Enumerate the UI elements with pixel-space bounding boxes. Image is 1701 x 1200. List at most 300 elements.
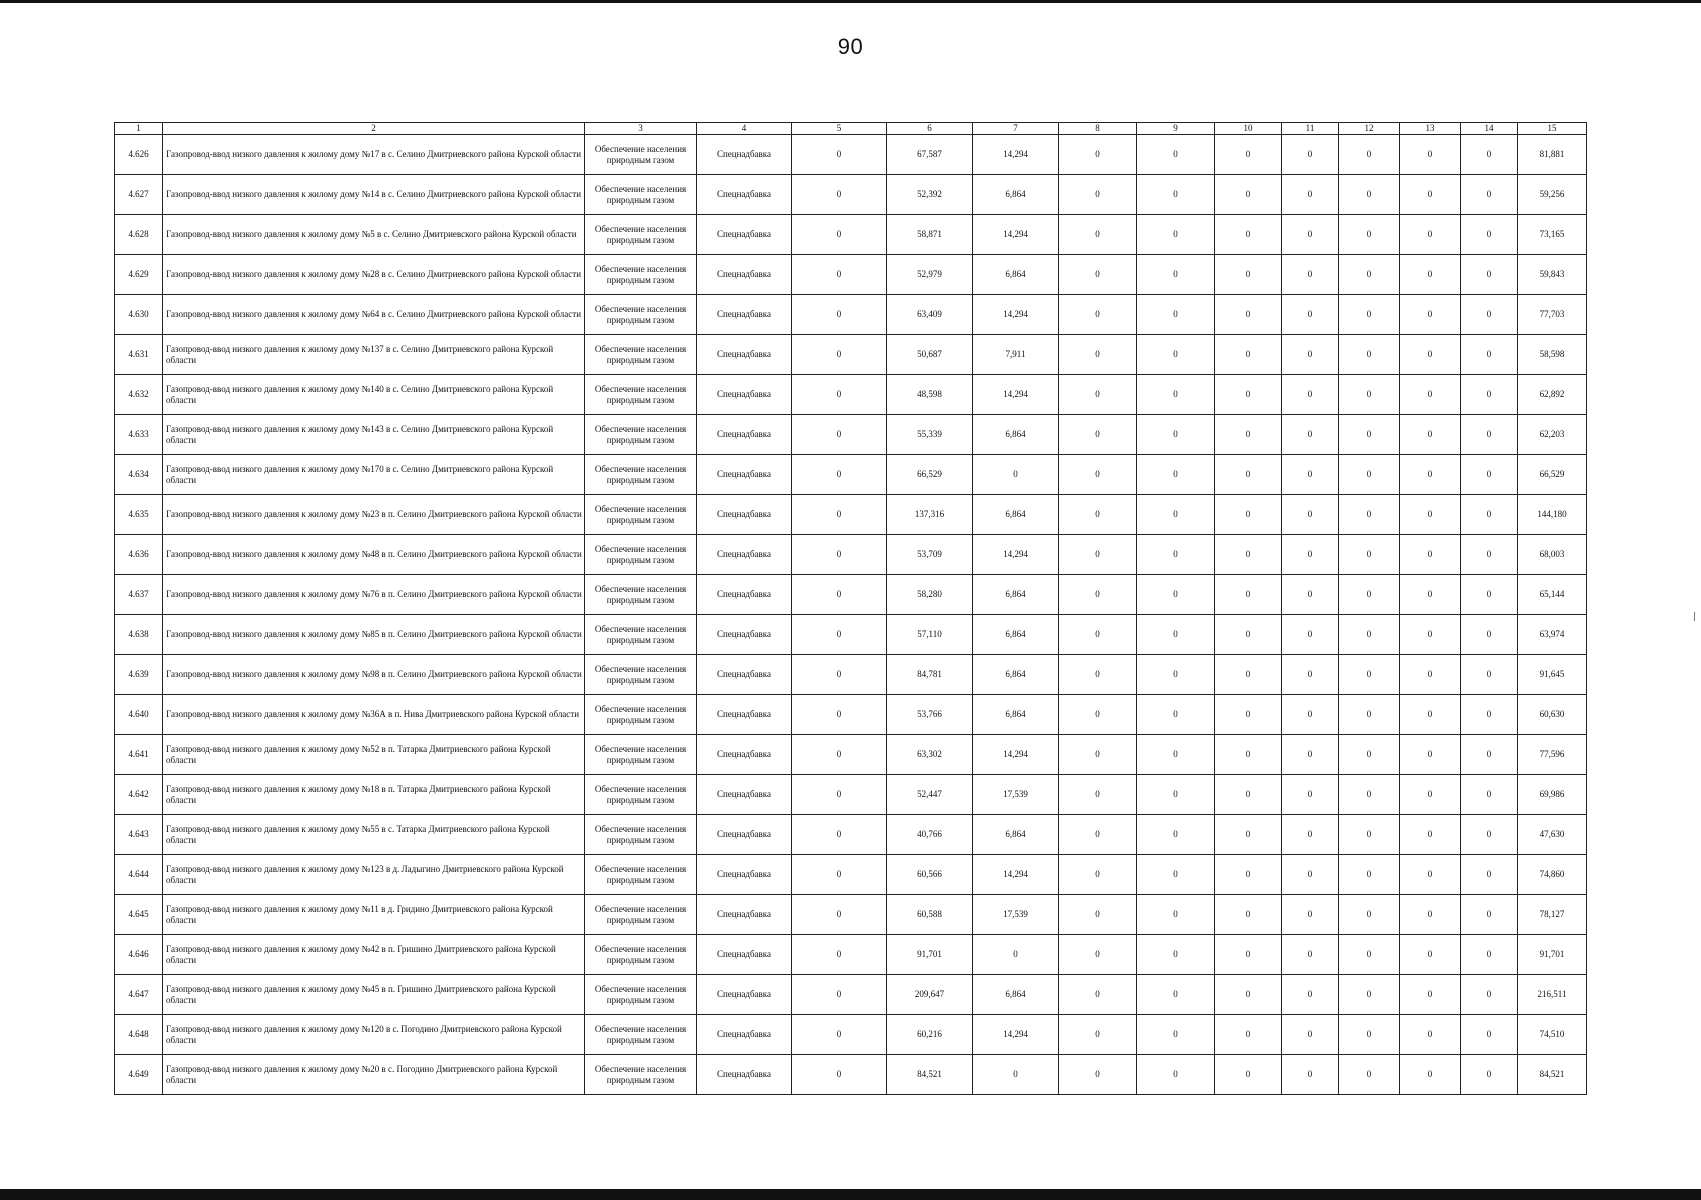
- purpose-cell: Обеспечение населения природным газом: [585, 615, 697, 655]
- value-cell-col14: 0: [1461, 575, 1518, 615]
- value-cell-col8: 0: [1059, 1015, 1137, 1055]
- value-cell-col7: 6,864: [973, 255, 1059, 295]
- table-body: [115, 135, 1587, 1095]
- column-header: 8: [1059, 123, 1137, 135]
- table-row: [115, 815, 1587, 855]
- value-cell-col11: 0: [1282, 255, 1339, 295]
- funding-source-cell: Спецнадбавка: [697, 135, 792, 175]
- value-cell-col13: 0: [1400, 975, 1461, 1015]
- column-header: 14: [1461, 123, 1518, 135]
- value-cell-col14: 0: [1461, 215, 1518, 255]
- column-header: 2: [163, 123, 585, 135]
- funding-source-cell: Спецнадбавка: [697, 1015, 792, 1055]
- table-row: [115, 135, 1587, 175]
- total-cell: 63,974: [1518, 615, 1587, 655]
- value-cell-col10: 0: [1215, 815, 1282, 855]
- total-cell: 73,165: [1518, 215, 1587, 255]
- purpose-cell: Обеспечение населения природным газом: [585, 935, 697, 975]
- value-cell-col8: 0: [1059, 615, 1137, 655]
- funding-source-cell: Спецнадбавка: [697, 935, 792, 975]
- table-row: [115, 655, 1587, 695]
- purpose-cell: Обеспечение населения природным газом: [585, 815, 697, 855]
- value-cell-col7: 0: [973, 1055, 1059, 1095]
- value-cell-col6: 40,766: [887, 815, 973, 855]
- value-cell-col9: 0: [1137, 935, 1215, 975]
- value-cell-col10: 0: [1215, 135, 1282, 175]
- value-cell-col13: 0: [1400, 215, 1461, 255]
- value-cell-col8: 0: [1059, 855, 1137, 895]
- object-name-cell: Газопровод-ввод низкого давления к жилому дому №23 в п. Селино Дмитриевского района Курской области: [163, 495, 585, 535]
- total-cell: 91,645: [1518, 655, 1587, 695]
- funding-source-cell: Спецнадбавка: [697, 335, 792, 375]
- value-cell-col6: 67,587: [887, 135, 973, 175]
- value-cell-col14: 0: [1461, 135, 1518, 175]
- object-name-cell: Газопровод-ввод низкого давления к жилому дому №52 в п. Татарка Дмитриевского района Курской области: [163, 735, 585, 775]
- value-cell-col14: 0: [1461, 855, 1518, 895]
- column-header: 9: [1137, 123, 1215, 135]
- value-cell-col6: 52,447: [887, 775, 973, 815]
- value-cell-col5: 0: [792, 615, 887, 655]
- purpose-cell: Обеспечение населения природным газом: [585, 535, 697, 575]
- table-row: [115, 255, 1587, 295]
- value-cell-col9: 0: [1137, 815, 1215, 855]
- table-row: [115, 615, 1587, 655]
- value-cell-col12: 0: [1339, 935, 1400, 975]
- value-cell-col9: 0: [1137, 1055, 1215, 1095]
- value-cell-col6: 60,566: [887, 855, 973, 895]
- value-cell-col5: 0: [792, 935, 887, 975]
- object-name-cell: Газопровод-ввод низкого давления к жилому дому №18 в п. Татарка Дмитриевского района Курской области: [163, 775, 585, 815]
- value-cell-col11: 0: [1282, 335, 1339, 375]
- value-cell-col10: 0: [1215, 375, 1282, 415]
- value-cell-col11: 0: [1282, 1015, 1339, 1055]
- value-cell-col9: 0: [1137, 655, 1215, 695]
- object-name-cell: Газопровод-ввод низкого давления к жилому дому №98 в п. Селино Дмитриевского района Курской области: [163, 655, 585, 695]
- value-cell-col9: 0: [1137, 855, 1215, 895]
- value-cell-col11: 0: [1282, 1055, 1339, 1095]
- funding-source-cell: Спецнадбавка: [697, 1055, 792, 1095]
- value-cell-col5: 0: [792, 1055, 887, 1095]
- value-cell-col5: 0: [792, 295, 887, 335]
- value-cell-col11: 0: [1282, 575, 1339, 615]
- total-cell: 77,703: [1518, 295, 1587, 335]
- value-cell-col7: 6,864: [973, 415, 1059, 455]
- value-cell-col8: 0: [1059, 735, 1137, 775]
- purpose-cell: Обеспечение населения природным газом: [585, 295, 697, 335]
- object-name-cell: Газопровод-ввод низкого давления к жилому дому №48 в п. Селино Дмитриевского района Курской области: [163, 535, 585, 575]
- value-cell-col12: 0: [1339, 535, 1400, 575]
- funding-source-cell: Спецнадбавка: [697, 695, 792, 735]
- total-cell: 78,127: [1518, 895, 1587, 935]
- value-cell-col14: 0: [1461, 535, 1518, 575]
- value-cell-col14: 0: [1461, 895, 1518, 935]
- value-cell-col9: 0: [1137, 135, 1215, 175]
- value-cell-col13: 0: [1400, 775, 1461, 815]
- value-cell-col13: 0: [1400, 695, 1461, 735]
- value-cell-col8: 0: [1059, 175, 1137, 215]
- value-cell-col12: 0: [1339, 575, 1400, 615]
- object-name-cell: Газопровод-ввод низкого давления к жилому дому №11 в д. Гридино Дмитриевского района Курской области: [163, 895, 585, 935]
- table-row: [115, 695, 1587, 735]
- column-header: 10: [1215, 123, 1282, 135]
- value-cell-col5: 0: [792, 695, 887, 735]
- funding-source-cell: Спецнадбавка: [697, 535, 792, 575]
- column-header: 15: [1518, 123, 1587, 135]
- value-cell-col14: 0: [1461, 615, 1518, 655]
- value-cell-col12: 0: [1339, 655, 1400, 695]
- value-cell-col11: 0: [1282, 735, 1339, 775]
- value-cell-col14: 0: [1461, 295, 1518, 335]
- value-cell-col10: 0: [1215, 735, 1282, 775]
- value-cell-col9: 0: [1137, 735, 1215, 775]
- value-cell-col7: 6,864: [973, 575, 1059, 615]
- table-row: [115, 415, 1587, 455]
- row-number-cell: 4.637: [115, 575, 163, 615]
- total-cell: 91,701: [1518, 935, 1587, 975]
- value-cell-col13: 0: [1400, 655, 1461, 695]
- value-cell-col12: 0: [1339, 335, 1400, 375]
- total-cell: 62,892: [1518, 375, 1587, 415]
- value-cell-col14: 0: [1461, 775, 1518, 815]
- value-cell-col14: 0: [1461, 255, 1518, 295]
- purpose-cell: Обеспечение населения природным газом: [585, 135, 697, 175]
- value-cell-col12: 0: [1339, 1015, 1400, 1055]
- value-cell-col8: 0: [1059, 935, 1137, 975]
- value-cell-col9: 0: [1137, 255, 1215, 295]
- row-number-cell: 4.648: [115, 1015, 163, 1055]
- funding-source-cell: Спецнадбавка: [697, 655, 792, 695]
- value-cell-col12: 0: [1339, 1055, 1400, 1095]
- funding-source-cell: Спецнадбавка: [697, 415, 792, 455]
- total-cell: 65,144: [1518, 575, 1587, 615]
- row-number-cell: 4.636: [115, 535, 163, 575]
- value-cell-col5: 0: [792, 855, 887, 895]
- total-cell: 84,521: [1518, 1055, 1587, 1095]
- value-cell-col13: 0: [1400, 615, 1461, 655]
- value-cell-col14: 0: [1461, 975, 1518, 1015]
- value-cell-col11: 0: [1282, 415, 1339, 455]
- value-cell-col6: 66,529: [887, 455, 973, 495]
- value-cell-col14: 0: [1461, 415, 1518, 455]
- value-cell-col8: 0: [1059, 415, 1137, 455]
- value-cell-col7: 14,294: [973, 855, 1059, 895]
- value-cell-col14: 0: [1461, 815, 1518, 855]
- row-number-cell: 4.628: [115, 215, 163, 255]
- row-number-cell: 4.642: [115, 775, 163, 815]
- value-cell-col8: 0: [1059, 1055, 1137, 1095]
- total-cell: 62,203: [1518, 415, 1587, 455]
- object-name-cell: Газопровод-ввод низкого давления к жилому дому №140 в с. Селино Дмитриевского района Курской области: [163, 375, 585, 415]
- column-header: 13: [1400, 123, 1461, 135]
- value-cell-col13: 0: [1400, 175, 1461, 215]
- value-cell-col11: 0: [1282, 135, 1339, 175]
- value-cell-col14: 0: [1461, 935, 1518, 975]
- row-number-cell: 4.633: [115, 415, 163, 455]
- total-cell: 58,598: [1518, 335, 1587, 375]
- value-cell-col11: 0: [1282, 495, 1339, 535]
- value-cell-col6: 209,647: [887, 975, 973, 1015]
- object-name-cell: Газопровод-ввод низкого давления к жилому дому №17 в с. Селино Дмитриевского района Курской области: [163, 135, 585, 175]
- funding-source-cell: Спецнадбавка: [697, 495, 792, 535]
- row-number-cell: 4.645: [115, 895, 163, 935]
- value-cell-col10: 0: [1215, 535, 1282, 575]
- value-cell-col7: 7,911: [973, 335, 1059, 375]
- value-cell-col6: 53,709: [887, 535, 973, 575]
- value-cell-col8: 0: [1059, 135, 1137, 175]
- value-cell-col7: 14,294: [973, 295, 1059, 335]
- table-row: [115, 335, 1587, 375]
- row-number-cell: 4.641: [115, 735, 163, 775]
- value-cell-col7: 14,294: [973, 735, 1059, 775]
- funding-source-cell: Спецнадбавка: [697, 375, 792, 415]
- column-header: 12: [1339, 123, 1400, 135]
- value-cell-col10: 0: [1215, 255, 1282, 295]
- value-cell-col11: 0: [1282, 855, 1339, 895]
- value-cell-col12: 0: [1339, 215, 1400, 255]
- value-cell-col9: 0: [1137, 215, 1215, 255]
- column-header: 6: [887, 123, 973, 135]
- purpose-cell: Обеспечение населения природным газом: [585, 255, 697, 295]
- value-cell-col6: 57,110: [887, 615, 973, 655]
- value-cell-col6: 53,766: [887, 695, 973, 735]
- value-cell-col13: 0: [1400, 575, 1461, 615]
- total-cell: 74,510: [1518, 1015, 1587, 1055]
- row-number-cell: 4.639: [115, 655, 163, 695]
- table-row: [115, 935, 1587, 975]
- row-number-cell: 4.629: [115, 255, 163, 295]
- column-number-row: [115, 123, 1587, 135]
- value-cell-col5: 0: [792, 255, 887, 295]
- value-cell-col5: 0: [792, 895, 887, 935]
- row-number-cell: 4.635: [115, 495, 163, 535]
- funding-source-cell: Спецнадбавка: [697, 895, 792, 935]
- value-cell-col6: 50,687: [887, 335, 973, 375]
- value-cell-col9: 0: [1137, 415, 1215, 455]
- table-row: [115, 535, 1587, 575]
- value-cell-col9: 0: [1137, 375, 1215, 415]
- row-number-cell: 4.626: [115, 135, 163, 175]
- value-cell-col10: 0: [1215, 975, 1282, 1015]
- table-row: [115, 775, 1587, 815]
- value-cell-col9: 0: [1137, 615, 1215, 655]
- funding-source-cell: Спецнадбавка: [697, 175, 792, 215]
- purpose-cell: Обеспечение населения природным газом: [585, 415, 697, 455]
- object-name-cell: Газопровод-ввод низкого давления к жилому дому №42 в п. Гришино Дмитриевского района Курской области: [163, 935, 585, 975]
- value-cell-col6: 48,598: [887, 375, 973, 415]
- value-cell-col5: 0: [792, 175, 887, 215]
- total-cell: 60,630: [1518, 695, 1587, 735]
- value-cell-col10: 0: [1215, 615, 1282, 655]
- value-cell-col7: 6,864: [973, 815, 1059, 855]
- value-cell-col13: 0: [1400, 735, 1461, 775]
- value-cell-col7: 6,864: [973, 495, 1059, 535]
- row-number-cell: 4.627: [115, 175, 163, 215]
- column-header: 3: [585, 123, 697, 135]
- value-cell-col12: 0: [1339, 975, 1400, 1015]
- value-cell-col11: 0: [1282, 375, 1339, 415]
- value-cell-col9: 0: [1137, 335, 1215, 375]
- value-cell-col10: 0: [1215, 935, 1282, 975]
- value-cell-col10: 0: [1215, 1015, 1282, 1055]
- value-cell-col12: 0: [1339, 815, 1400, 855]
- value-cell-col5: 0: [792, 375, 887, 415]
- value-cell-col5: 0: [792, 215, 887, 255]
- value-cell-col12: 0: [1339, 295, 1400, 335]
- total-cell: 69,986: [1518, 775, 1587, 815]
- value-cell-col6: 52,979: [887, 255, 973, 295]
- value-cell-col14: 0: [1461, 335, 1518, 375]
- value-cell-col11: 0: [1282, 895, 1339, 935]
- value-cell-col9: 0: [1137, 575, 1215, 615]
- table-row: [115, 455, 1587, 495]
- value-cell-col5: 0: [792, 135, 887, 175]
- value-cell-col12: 0: [1339, 135, 1400, 175]
- purpose-cell: Обеспечение населения природным газом: [585, 655, 697, 695]
- value-cell-col7: 14,294: [973, 135, 1059, 175]
- object-name-cell: Газопровод-ввод низкого давления к жилому дому №76 в п. Селино Дмитриевского района Курской области: [163, 575, 585, 615]
- column-header: 5: [792, 123, 887, 135]
- value-cell-col11: 0: [1282, 695, 1339, 735]
- value-cell-col8: 0: [1059, 815, 1137, 855]
- object-name-cell: Газопровод-ввод низкого давления к жилому дому №36А в п. Нива Дмитриевского района Курской области: [163, 695, 585, 735]
- value-cell-col12: 0: [1339, 775, 1400, 815]
- table-row: [115, 895, 1587, 935]
- value-cell-col5: 0: [792, 335, 887, 375]
- value-cell-col7: 14,294: [973, 1015, 1059, 1055]
- value-cell-col14: 0: [1461, 735, 1518, 775]
- value-cell-col6: 63,409: [887, 295, 973, 335]
- value-cell-col7: 17,539: [973, 775, 1059, 815]
- value-cell-col8: 0: [1059, 295, 1137, 335]
- value-cell-col14: 0: [1461, 695, 1518, 735]
- purpose-cell: Обеспечение населения природным газом: [585, 495, 697, 535]
- value-cell-col5: 0: [792, 455, 887, 495]
- value-cell-col13: 0: [1400, 855, 1461, 895]
- value-cell-col8: 0: [1059, 655, 1137, 695]
- row-number-cell: 4.630: [115, 295, 163, 335]
- value-cell-col13: 0: [1400, 1015, 1461, 1055]
- table-row: [115, 1055, 1587, 1095]
- value-cell-col6: 91,701: [887, 935, 973, 975]
- value-cell-col11: 0: [1282, 215, 1339, 255]
- funding-source-cell: Спецнадбавка: [697, 255, 792, 295]
- value-cell-col13: 0: [1400, 495, 1461, 535]
- value-cell-col10: 0: [1215, 1055, 1282, 1095]
- funding-source-cell: Спецнадбавка: [697, 815, 792, 855]
- object-name-cell: Газопровод-ввод низкого давления к жилому дому №120 в с. Погодино Дмитриевского района Курской области: [163, 1015, 585, 1055]
- row-number-cell: 4.646: [115, 935, 163, 975]
- table-row: [115, 575, 1587, 615]
- value-cell-col7: 17,539: [973, 895, 1059, 935]
- value-cell-col9: 0: [1137, 975, 1215, 1015]
- value-cell-col5: 0: [792, 1015, 887, 1055]
- total-cell: 59,256: [1518, 175, 1587, 215]
- total-cell: 66,529: [1518, 455, 1587, 495]
- total-cell: 47,630: [1518, 815, 1587, 855]
- object-name-cell: Газопровод-ввод низкого давления к жилому дому №64 в с. Селино Дмитриевского района Курской области: [163, 295, 585, 335]
- object-name-cell: Газопровод-ввод низкого давления к жилому дому №85 в п. Селино Дмитриевского района Курской области: [163, 615, 585, 655]
- value-cell-col9: 0: [1137, 535, 1215, 575]
- value-cell-col10: 0: [1215, 415, 1282, 455]
- value-cell-col6: 84,521: [887, 1055, 973, 1095]
- value-cell-col11: 0: [1282, 535, 1339, 575]
- funding-source-cell: Спецнадбавка: [697, 295, 792, 335]
- value-cell-col6: 58,871: [887, 215, 973, 255]
- value-cell-col6: 63,302: [887, 735, 973, 775]
- value-cell-col10: 0: [1215, 175, 1282, 215]
- value-cell-col6: 55,339: [887, 415, 973, 455]
- purpose-cell: Обеспечение населения природным газом: [585, 975, 697, 1015]
- value-cell-col5: 0: [792, 415, 887, 455]
- value-cell-col9: 0: [1137, 895, 1215, 935]
- value-cell-col14: 0: [1461, 495, 1518, 535]
- value-cell-col9: 0: [1137, 175, 1215, 215]
- value-cell-col9: 0: [1137, 295, 1215, 335]
- scan-top-border: [0, 0, 1701, 3]
- value-cell-col8: 0: [1059, 975, 1137, 1015]
- row-number-cell: 4.640: [115, 695, 163, 735]
- value-cell-col12: 0: [1339, 495, 1400, 535]
- value-cell-col12: 0: [1339, 895, 1400, 935]
- value-cell-col8: 0: [1059, 455, 1137, 495]
- value-cell-col13: 0: [1400, 415, 1461, 455]
- purpose-cell: Обеспечение населения природным газом: [585, 735, 697, 775]
- value-cell-col11: 0: [1282, 815, 1339, 855]
- object-name-cell: Газопровод-ввод низкого давления к жилому дому №55 в с. Татарка Дмитриевского района Курской области: [163, 815, 585, 855]
- value-cell-col9: 0: [1137, 495, 1215, 535]
- value-cell-col6: 84,781: [887, 655, 973, 695]
- value-cell-col12: 0: [1339, 255, 1400, 295]
- purpose-cell: Обеспечение населения природным газом: [585, 335, 697, 375]
- value-cell-col13: 0: [1400, 815, 1461, 855]
- value-cell-col7: 0: [973, 455, 1059, 495]
- funding-source-cell: Спецнадбавка: [697, 775, 792, 815]
- value-cell-col12: 0: [1339, 735, 1400, 775]
- purpose-cell: Обеспечение населения природным газом: [585, 455, 697, 495]
- table-row: [115, 295, 1587, 335]
- table-row: [115, 375, 1587, 415]
- value-cell-col12: 0: [1339, 375, 1400, 415]
- value-cell-col8: 0: [1059, 775, 1137, 815]
- value-cell-col11: 0: [1282, 615, 1339, 655]
- value-cell-col13: 0: [1400, 1055, 1461, 1095]
- scan-artifact-mark: [1694, 612, 1695, 621]
- value-cell-col13: 0: [1400, 895, 1461, 935]
- total-cell: 144,180: [1518, 495, 1587, 535]
- table-row: [115, 855, 1587, 895]
- value-cell-col13: 0: [1400, 135, 1461, 175]
- value-cell-col10: 0: [1215, 775, 1282, 815]
- object-name-cell: Газопровод-ввод низкого давления к жилому дому №28 в с. Селино Дмитриевского района Курской области: [163, 255, 585, 295]
- value-cell-col14: 0: [1461, 1055, 1518, 1095]
- column-header: 11: [1282, 123, 1339, 135]
- value-cell-col13: 0: [1400, 935, 1461, 975]
- funding-source-cell: Спецнадбавка: [697, 975, 792, 1015]
- purpose-cell: Обеспечение населения природным газом: [585, 855, 697, 895]
- total-cell: 59,843: [1518, 255, 1587, 295]
- table-row: [115, 495, 1587, 535]
- purpose-cell: Обеспечение населения природным газом: [585, 175, 697, 215]
- value-cell-col10: 0: [1215, 575, 1282, 615]
- value-cell-col5: 0: [792, 655, 887, 695]
- purpose-cell: Обеспечение населения природным газом: [585, 575, 697, 615]
- value-cell-col14: 0: [1461, 455, 1518, 495]
- value-cell-col8: 0: [1059, 695, 1137, 735]
- value-cell-col11: 0: [1282, 775, 1339, 815]
- purpose-cell: Обеспечение населения природным газом: [585, 695, 697, 735]
- value-cell-col10: 0: [1215, 335, 1282, 375]
- investment-table: [114, 122, 1587, 1095]
